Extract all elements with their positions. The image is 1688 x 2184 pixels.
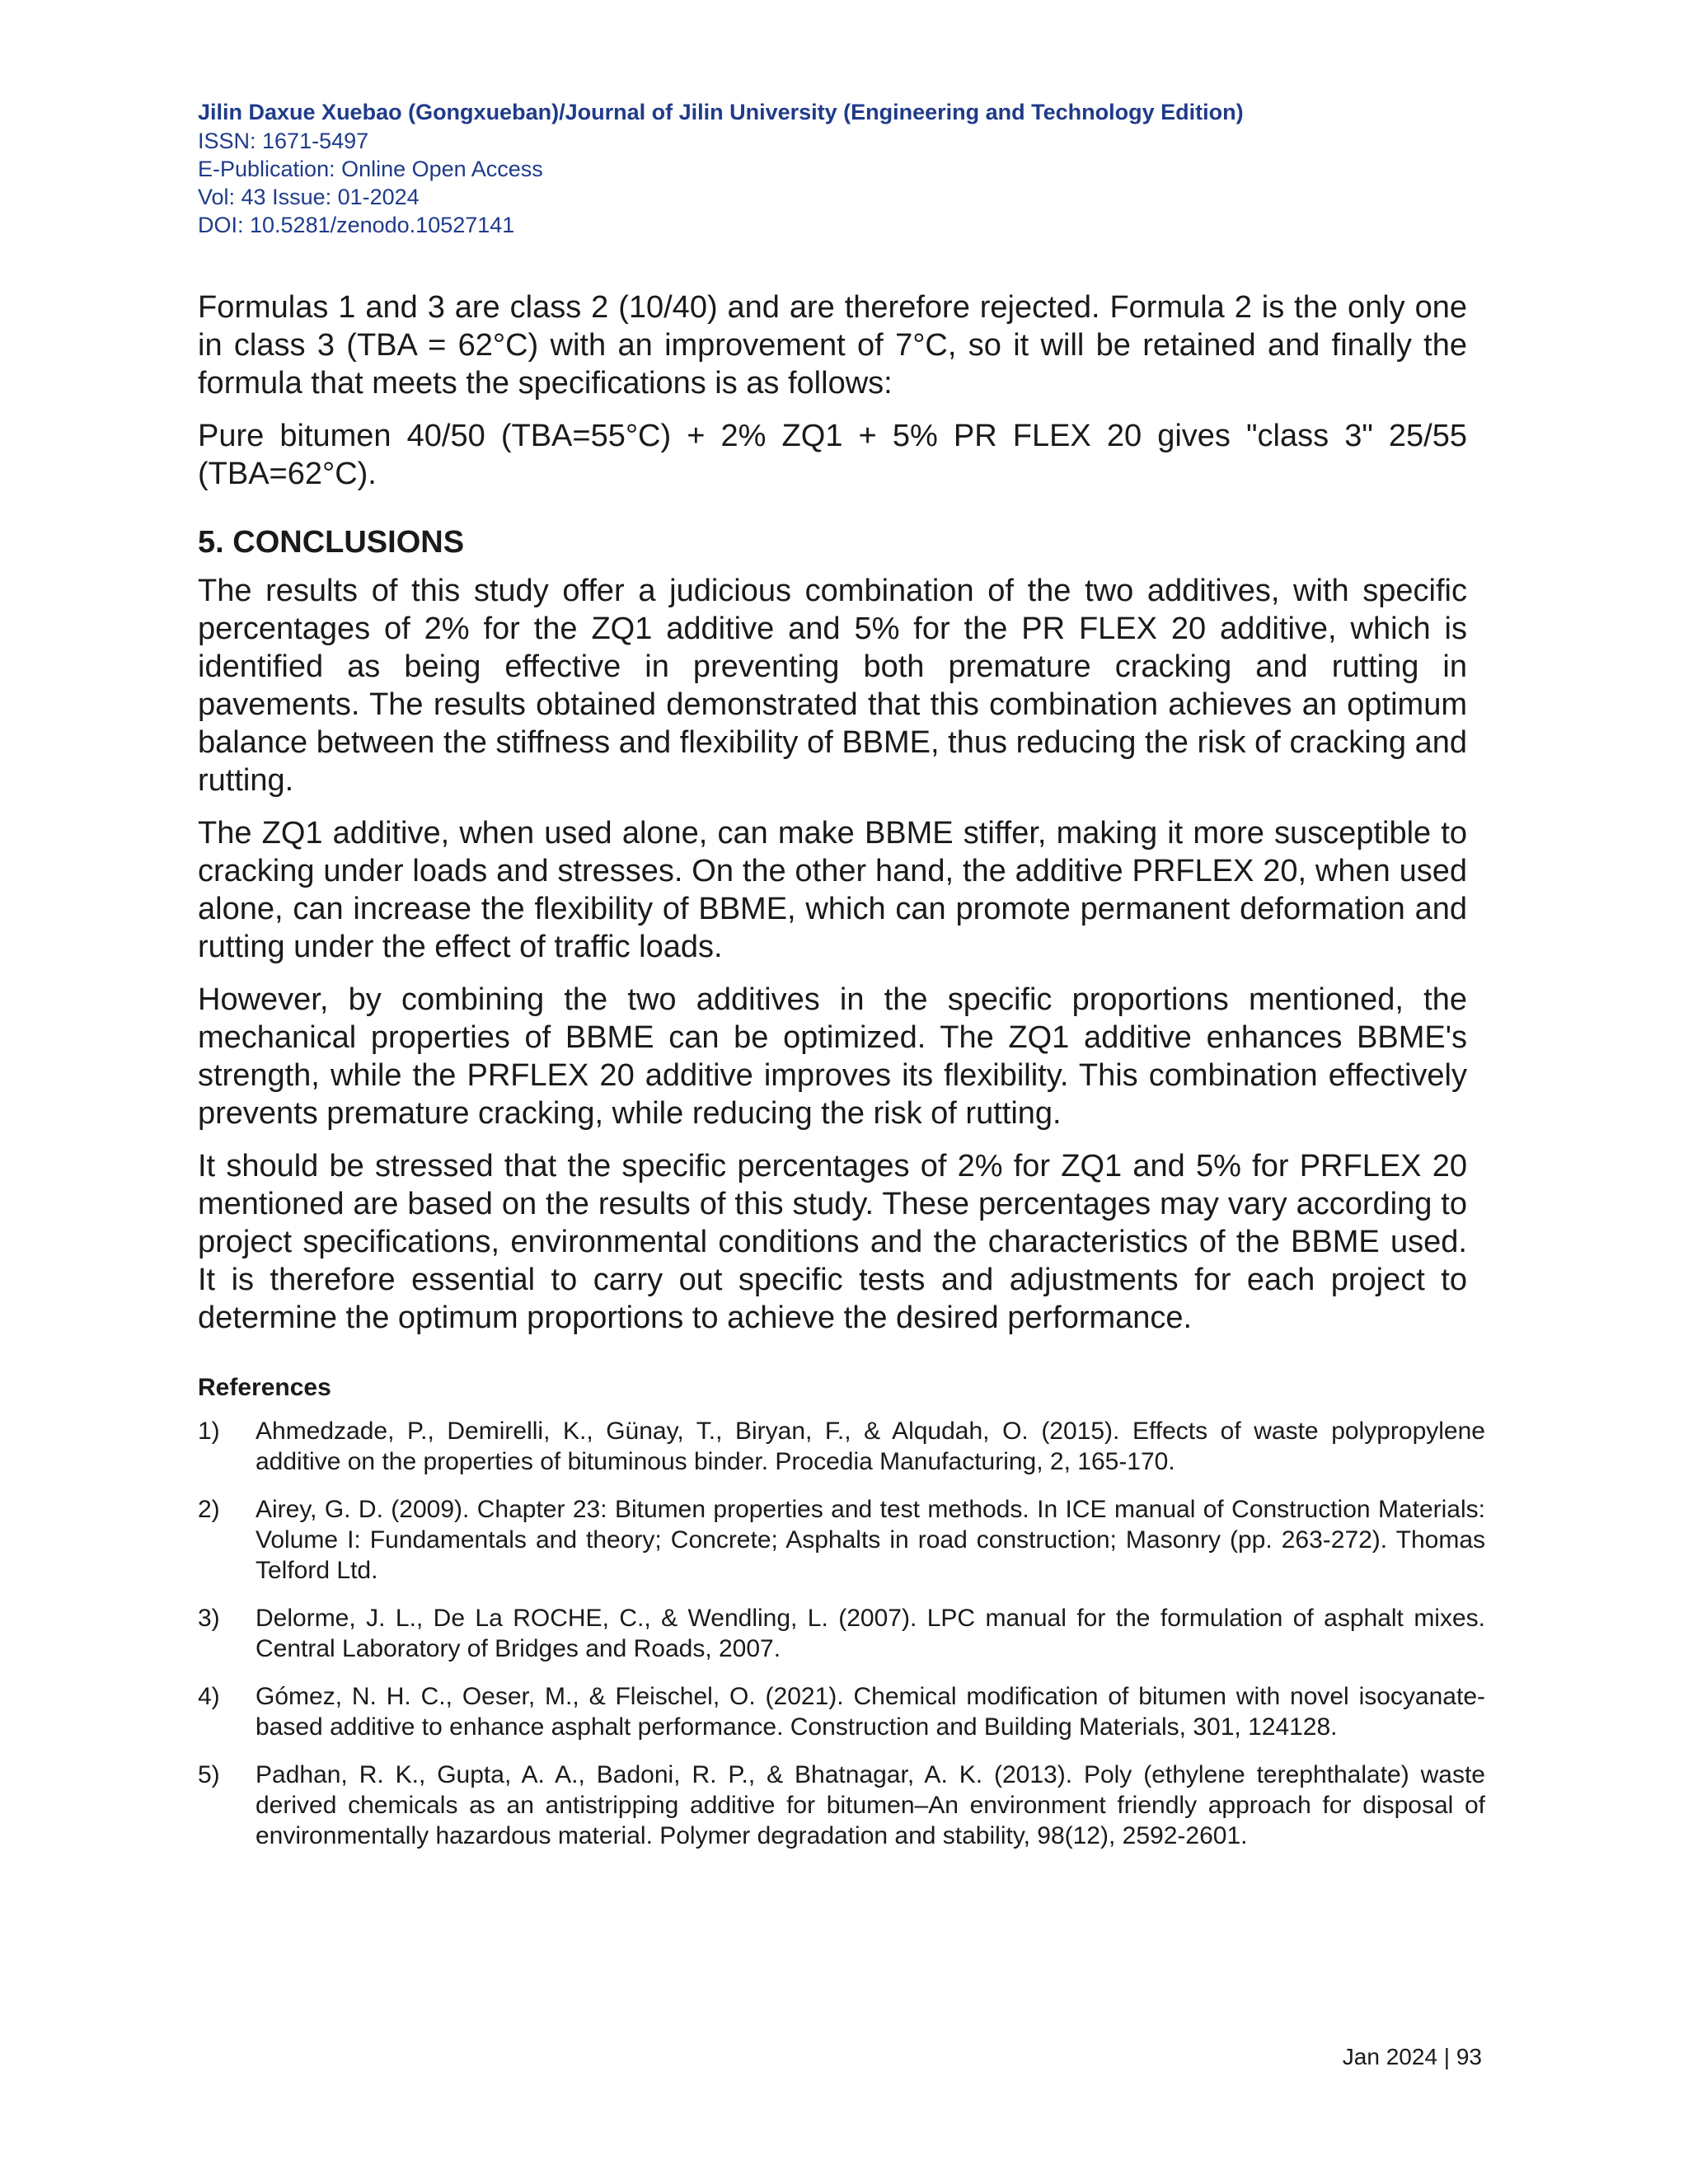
page-footer: Jan 2024 | 93 (1342, 2044, 1482, 2069)
reference-text: Padhan, R. K., Gupta, A. A., Badoni, R. P., & Bhatnagar, A. K. (2013). Poly (ethylene terephthalate) waste derived chemicals as an antistripping additive for bitumen–An environment friendly approach for disposal of environmentally hazardous material. Polymer degradation and stability, 98(12), 2592-2601. (256, 1761, 1485, 1849)
reference-text: Airey, G. D. (2009). Chapter 23: Bitumen properties and test methods. In ICE manual of Construction Materials: Volume I: Fundamentals and theory; Concrete; Asphalts in road construction; Masonry (pp. 263-272). Thomas Telford Ltd. (256, 1496, 1485, 1584)
doi: DOI: 10.5281/zenodo.10527141 (198, 213, 515, 237)
reference-item (198, 1603, 1485, 1664)
reference-item (198, 1416, 1485, 1477)
conclusion-paragraph-4: It should be stressed that the specific percentages of 2% for ZQ1 and 5% for PRFLEX 20 mentioned are based on the results of this study. These percentages may vary according to project specifications, environmental conditions and the characteristics of the BBME used. It is therefore essential to carry out specific tests and adjustments for each project to determine the optimum proportions to achieve the desired performance. (198, 1149, 1467, 1335)
paragraph-final-formula: Pure bitumen 40/50 (TBA=55°C) + 2% ZQ1 + 5% PR FLEX 20 gives "class 3" 25/55 (TBA=62°C). (198, 419, 1467, 491)
reference-text: Gómez, N. H. C., Oeser, M., & Fleischel, O. (2021). Chemical modification of bitumen with novel isocyanate-based additive to enhance asphalt performance. Construction and Building Materials, 301, 124128. (256, 1683, 1485, 1741)
reference-item (198, 1494, 1485, 1586)
conclusions-heading: 5. CONCLUSIONS (198, 525, 465, 560)
conclusion-paragraph-3: However, by combining the two additives in the specific proportions mentioned, the mechanical properties of BBME can be optimized. The ZQ1 additive enhances BBME's strength, while the PRFLEX 20 additive improves its flexibility. This combination effectively prevents premature cracking, while reducing the risk of rutting. (198, 982, 1467, 1131)
reference-number: 5) (198, 1761, 220, 1788)
paragraph-formulas: Formulas 1 and 3 are class 2 (10/40) and are therefore rejected. Formula 2 is the only one in class 3 (TBA = 62°C) with an improvement of 7°C, so it will be retained and finally the formula that meets the specifications is as follows: (198, 290, 1467, 401)
publication-type: E-Publication: Online Open Access (198, 157, 543, 181)
article-body (198, 288, 1485, 1868)
conclusion-paragraph-1: The results of this study offer a judicious combination of the two additives, with specific percentages of 2% for the ZQ1 additive and 5% for the PR FLEX 20 additive, which is identified as being effective in preventing both premature cracking and rutting in pavements. The results obtained demonstrated that this combination achieves an optimum balance between the stiffness and flexibility of BBME, thus reducing the risk of cracking and rutting. (198, 574, 1467, 798)
reference-text: Delorme, J. L., De La ROCHE, C., & Wendling, L. (2007). LPC manual for the formulation of asphalt mixes. Central Laboratory of Bridges and Roads, 2007. (256, 1605, 1485, 1662)
references-heading: References (198, 1374, 331, 1401)
conclusion-paragraph-2: The ZQ1 additive, when used alone, can make BBME stiffer, making it more susceptible to cracking under loads and stresses. On the other hand, the additive PRFLEX 20, when used alone, can increase the flexibility of BBME, which can promote permanent deformation and rutting under the effect of traffic loads. (198, 816, 1467, 964)
reference-number: 4) (198, 1683, 220, 1710)
reference-item (198, 1681, 1485, 1742)
journal-header (198, 97, 1484, 239)
reference-number: 2) (198, 1496, 220, 1523)
reference-list (198, 1416, 1485, 1851)
journal-name: Jilin Daxue Xuebao (Gongxueban)/Journal of Jilin University (Engineering and Technology Edition) (198, 100, 1244, 124)
reference-number: 3) (198, 1605, 220, 1632)
reference-text: Ahmedzade, P., Demirelli, K., Günay, T., Biryan, F., & Alqudah, O. (2015). Effects of waste polypropylene additive on the properties of bituminous binder. Procedia Manufacturing, 2, 165-170. (256, 1418, 1485, 1475)
volume-issue: Vol: 43 Issue: 01-2024 (198, 185, 420, 209)
issn: ISSN: 1671-5497 (198, 129, 369, 153)
reference-number: 1) (198, 1418, 220, 1445)
reference-item (198, 1760, 1485, 1851)
